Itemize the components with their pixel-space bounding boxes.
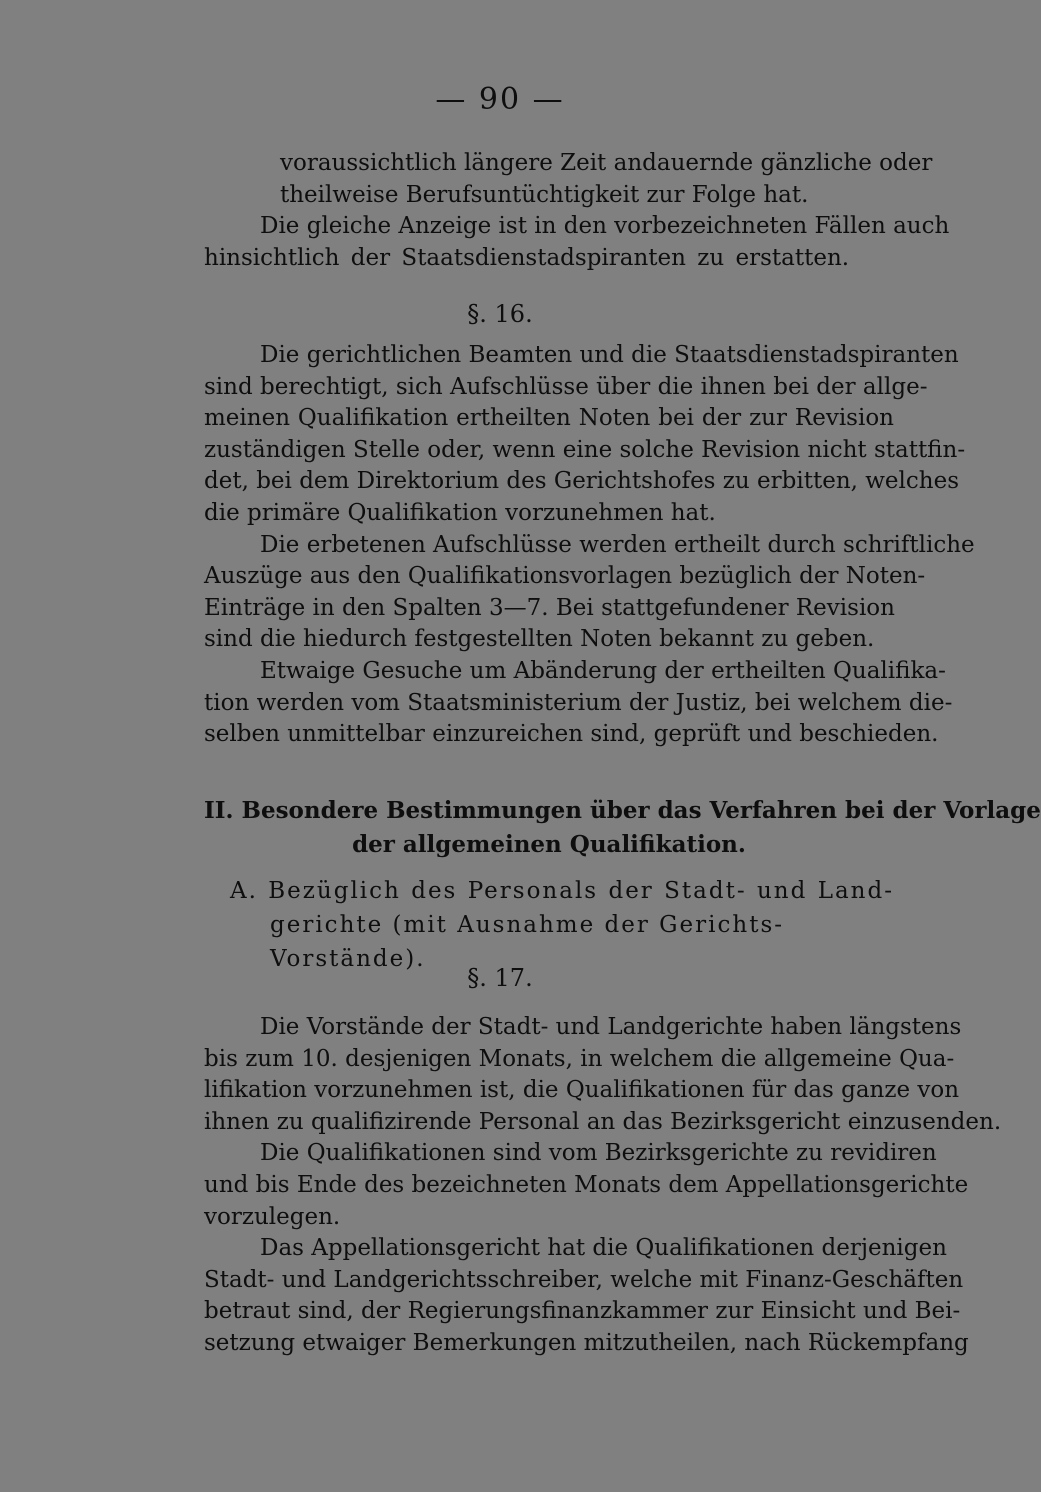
text-line: Die Qualifikationen sind vom Bezirksgerichte zu revidiren [260,1140,937,1167]
paragraph-heading-16: §. 16. [467,300,533,328]
text-line: betraut sind, der Regierungsfinanzkammer zur Einsicht und Bei- [204,1298,961,1325]
subsection-heading-a [230,874,894,976]
text-line: zuständigen Stelle oder, wenn eine solche Revision nicht stattfin- [204,436,966,463]
text-line: ihnen zu qualifizirende Personal an das Bezirksgericht einzusenden. [204,1108,1002,1135]
text-line: die primäre Qualifikation vorzunehmen hat. [204,499,716,526]
text-line: lifikation vorzunehmen ist, die Qualifikationen für das ganze von [204,1077,960,1104]
text-line: setzung etwaiger Bemerkungen mitzutheilen, nach Rückempfang [204,1329,969,1356]
text-line: tion werden vom Staatsministerium der Justiz, bei welchem die- [204,689,953,716]
subsection-heading-line: A. Bezüglich des Personals der Stadt- und Land- [230,878,894,904]
text-line: Stadt- und Landgerichtsschreiber, welche mit Finanz-Geschäften [204,1266,964,1293]
paragraph-17-body [204,1012,1002,1360]
section-heading-ii [204,794,1041,862]
text-line: meinen Qualifikation ertheilten Noten bei der zur Revision [204,405,894,432]
text-line: und bis Ende des bezeichneten Monats dem Appellationsgerichte [204,1171,969,1198]
paragraph-16-body [204,340,975,751]
paragraph-heading-17: §. 17. [467,964,533,992]
text-line: vorzulegen. [204,1203,341,1230]
text-line: Die gerichtlichen Beamten und die Staatsdienstadspiranten [260,342,959,368]
text-line: Einträge in den Spalten 3—7. Bei stattgefundener Revision [204,594,895,621]
text-line: Auszüge aus den Qualifikationsvorlagen bezüglich der Noten- [204,563,926,590]
section-heading-line: II. Besondere Bestimmungen über das Verfahren bei der Vorlage [204,797,1041,824]
text-line: Etwaige Gesuche um Abänderung der ertheilten Qualifika- [260,657,946,684]
text-line: Die Vorstände der Stadt- und Landgerichte haben längstens [260,1014,962,1040]
paragraph-continuation [204,148,950,274]
text-line: Die gleiche Anzeige ist in den vorbezeichneten Fällen auch [260,213,950,240]
text-line: Das Appellationsgericht hat die Qualifikationen derjenigen [260,1235,947,1262]
subsection-heading-line: gerichte (mit Ausnahme der Gerichts-Vorstände). [270,912,785,972]
text-line: det, bei dem Direktorium des Gerichtshofes zu erbitten, welches [204,468,960,495]
text-line: Die erbetenen Aufschlüsse werden ertheilt durch schriftliche [260,531,975,558]
text-line: selben unmittelbar einzureichen sind, geprüft und beschieden. [204,721,939,748]
page-number: — 90 — [435,82,565,117]
text-line: theilweise Berufsuntüchtigkeit zur Folge hat. [280,181,809,208]
text-line: sind die hiedurch festgestellten Noten bekannt zu geben. [204,626,875,653]
section-heading-line: der allgemeinen Qualifikation. [352,831,746,858]
text-line: bis zum 10. desjenigen Monats, in welchem die allgemeine Qua- [204,1045,955,1072]
text-line: sind berechtigt, sich Aufschlüsse über die ihnen bei der allge- [204,373,928,400]
text-line: voraussichtlich längere Zeit andauernde gänzliche oder [280,150,933,176]
text-line: hinsichtlich der Staatsdienstadspiranten zu erstatten. [204,244,850,271]
